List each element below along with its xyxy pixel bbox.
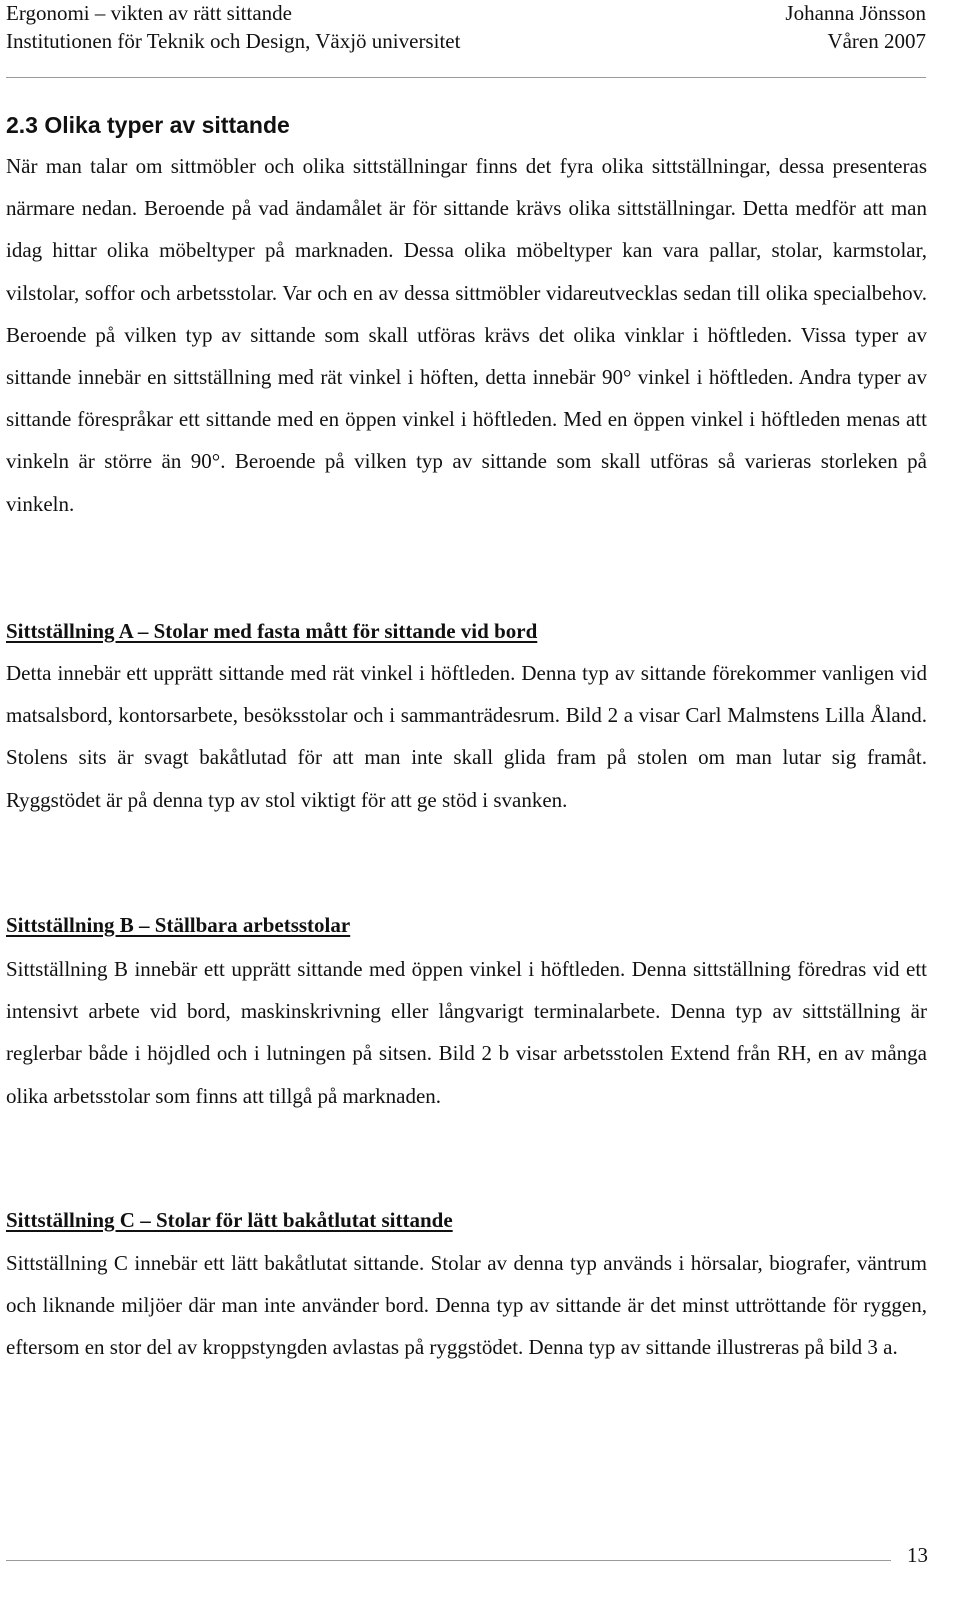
section-title: 2.3 Olika typer av sittande [6, 112, 290, 138]
subsection-c-heading: Sittställning C – Stolar för lätt bakåtlutat sittande [6, 1208, 453, 1232]
footer-divider [6, 1560, 891, 1561]
intro-paragraph: När man talar om sittmöbler och olika sittställningar finns det fyra olika sittställningar, dessa presenteras närmare nedan. Beroende på vad ändamålet är för sittande krävs olika sittställningar. Detta medför att man idag hittar olika möbeltyper på marknaden. Dessa olika möbeltyper kan vara pallar, stolar, karmstolar, vilstolar, soffor och arbetsstolar. Var och en av dessa sittmöbler vidareutvecklas sedan till olika specialbehov. Beroende på vilken typ av sittande som skall utföras krävs det olika vinklar i höftleden. Vissa typer av sittande innebär en sittställning med rät vinkel i höften, detta innebär 90° vinkel i höftleden. Andra typer av sittande förespråkar ett sittande med en öppen vinkel i höftleden. Med en öppen vinkel i höftleden menas att vinkeln är större än 90°. Beroende på vilken typ av sittande som skall utföras så varieras storleken på vinkeln. [6, 154, 927, 516]
subsection-c-body: Sittställning C innebär ett lätt bakåtlutat sittande. Stolar av denna typ används i hörsalar, biografer, väntrum och liknande miljöer där man inte använder bord. Denna typ av sittande är det minst uttröttande för ryggen, eftersom en stor del av kroppstyngden avlastas på ryggstödet. Denna typ av sittande illustreras på bild 3 a. [6, 1251, 927, 1360]
subsection-a-body: Detta innebär ett upprätt sittande med rät vinkel i höftleden. Denna typ av sittande förekommer vanligen vid matsalsbord, kontorsarbete, besöksstolar och i sammanträdesrum. Bild 2 a visar Carl Malmstens Lilla Åland. Stolens sits är svagt bakåtlutad för att man inte skall glida fram på stolen om man lutar sig framåt. Ryggstödet är på denna typ av stol viktigt för att ge stöd i svanken. [6, 661, 927, 812]
header-divider [6, 77, 926, 78]
subsection-b-body: Sittställning B innebär ett upprätt sittande med öppen vinkel i höftleden. Denna sittställning föredras vid ett intensivt arbete vid bord, maskinskrivning eller långvarigt terminalarbete. Denna typ av sittställning är reglerbar både i höjdled och i lutningen på sitsen. Bild 2 b visar arbetsstolen Extend från RH, en av många olika arbetsstolar som finns att tillgå på marknaden. [6, 957, 927, 1108]
document-title: Ergonomi – vikten av rätt sittande [6, 1, 292, 25]
institution-name: Institutionen för Teknik och Design, Växjö universitet [6, 29, 461, 53]
author-name: Johanna Jönsson [785, 1, 926, 25]
running-header-bottom [6, 28, 926, 54]
term-label: Våren 2007 [827, 29, 926, 53]
subsection-a-heading: Sittställning A – Stolar med fasta mått för sittande vid bord [6, 619, 538, 643]
page-number: 13 [907, 1543, 928, 1567]
subsection-b-heading: Sittställning B – Ställbara arbetsstolar [6, 913, 351, 937]
running-header-top [6, 0, 926, 26]
